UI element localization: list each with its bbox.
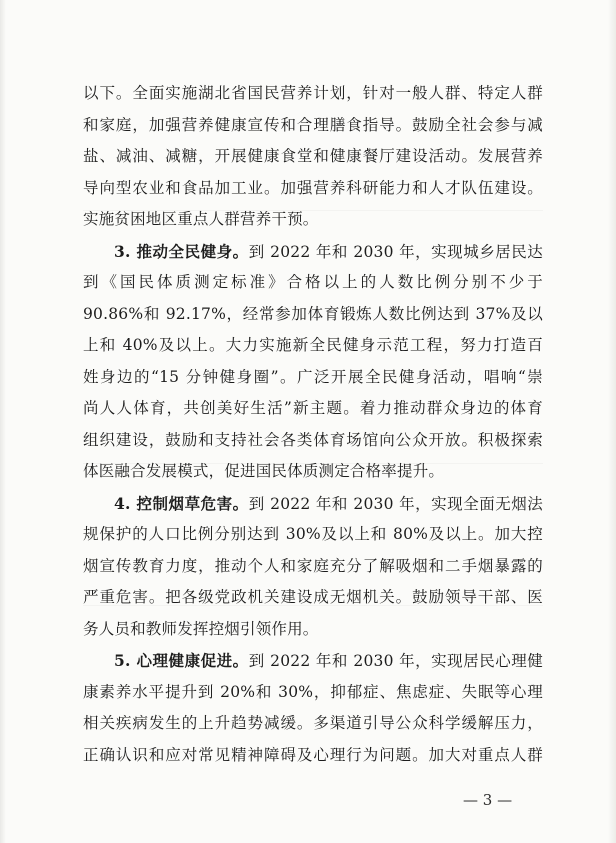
text-line: 组织建设，鼓励和支持社会各类体育场馆向公众开放。积极探索	[83, 430, 543, 449]
text-line: 康素养水平提升到 20%和 30%，抑郁症、焦虑症、失眠等心理	[83, 682, 543, 701]
text-line: 尚人人体育，共创美好生活”新主题。着力推动群众身边的体育	[83, 399, 543, 417]
section-first-line	[83, 488, 543, 520]
section-first-line	[83, 236, 543, 268]
page-edge-right	[608, 0, 616, 843]
text-line: 正确认识和应对常见精神障碍及心理行为问题。加大对重点人群	[83, 745, 543, 764]
text-line: 上和 40%及以上。大力实施新全民健身示范工程，努力打造百	[83, 336, 543, 354]
page-number: — 3 —	[463, 791, 513, 809]
text-line: 以下。全面实施湖北省国民营养计划，针对一般人群、特定人群	[83, 84, 543, 102]
text-line: 烟宣传教育力度，推动个人和家庭充分了解吸烟和二手烟暴露的	[83, 556, 543, 575]
text-line: 务人员和教师发挥控烟引领作用。	[83, 619, 319, 638]
text-line: 导向型农业和食品加工业。加强营养科研能力和人才队伍建设。	[83, 178, 543, 197]
text-run: 到 2022 年和 2030 年，实现居民心理健	[248, 652, 544, 670]
text-run: 到 2022 年和 2030 年，实现城乡居民达	[248, 242, 544, 261]
page-edge-left	[0, 0, 6, 843]
section-first-line	[83, 645, 543, 677]
body-text	[83, 78, 543, 771]
section-heading: 5. 心理健康促进。	[114, 651, 249, 670]
text-line: 实施贫困地区重点人群营养干预。	[83, 210, 319, 228]
text-line: 体医融合发展模式，促进国民体质测定合格率提升。	[83, 462, 445, 480]
text-line: 盐、减油、减糖，开展健康食堂和健康餐厅建设活动。发展营养	[83, 147, 543, 165]
text-line: 相关疾病发生的上升趋势减缓。多渠道引导公众科学缓解压力，	[83, 714, 543, 732]
section-heading: 4. 控制烟草危害。	[114, 493, 249, 513]
text-line: 到《国民体质测定标准》合格以上的人数比例分别不少于	[83, 273, 543, 291]
text-line: 和家庭，加强营养健康宣传和合理膳食指导。鼓励全社会参与减	[83, 115, 543, 134]
text-run: 到 2022 年和 2030 年，实现全面无烟法	[248, 494, 544, 513]
text-line: 严重危害。把各级党政机关建设成无烟机关。鼓励领导干部、医	[83, 588, 543, 606]
text-line: 90.86%和 92.17%，经常参加体育锻炼人数比例达到 37%及以	[83, 304, 543, 323]
text-line: 规保护的人口比例分别达到 30%及以上和 80%及以上。加大控	[83, 525, 543, 543]
section-heading: 3. 推动全民健身。	[114, 241, 249, 261]
text-line: 姓身边的“15 分钟健身圈”。广泛开展全民健身活动，唱响“崇	[83, 367, 543, 386]
